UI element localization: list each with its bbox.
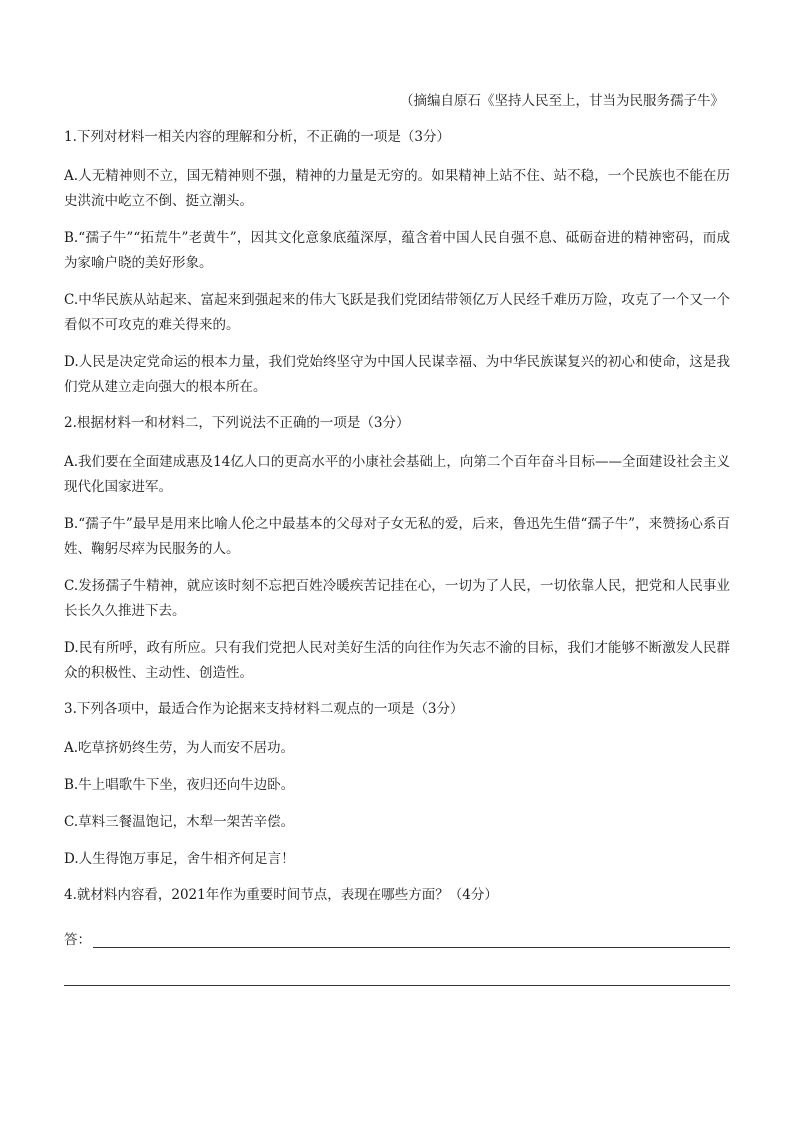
question-1-option-a: A.人无精神则不立，国无精神则不强，精神的力量是无穷的。如果精神上站不住、站不稳，一个民族也不能在历史洪流中屹立不倒、挺立潮头。 xyxy=(64,168,730,209)
question-3-option-d: D.人生得饱万事足，舍牛相齐何足言！ xyxy=(64,851,295,867)
question-3-option-c: C.草料三餐温饱记，木犁一架苦辛偿。 xyxy=(64,814,295,830)
question-2-option-d: D.民有所呼，政有所应。只有我们党把人民对美好生活的向往作为矢志不渝的目标，我们才能够不断激发人民群众的积极性、主动性、创造性。 xyxy=(64,640,730,681)
question-1-option-c: C.中华民族从站起来、富起来到强起来的伟大飞跃是我们党团结带领亿万人民经千难历万险，攻克了一个又一个看似不可攻克的难关得来的。 xyxy=(64,292,730,333)
answer-label: 答： xyxy=(64,932,91,948)
question-1-option-d: D.人民是决定党命运的根本力量，我们党始终坚守为中国人民谋幸福、为中华民族谋复兴的初心和使命，这是我们党从建立走向强大的根本所在。 xyxy=(64,354,730,395)
question-2-option-c: C.发扬孺子牛精神，就应该时刻不忘把百姓冷暖疾苦记挂在心，一切为了人民，一切依靠人民，把党和人民事业长长久久推进下去。 xyxy=(64,578,730,619)
question-3-option-a: A.吃草挤奶终生劳，为人而安不居功。 xyxy=(64,740,295,756)
answer-line-1[interactable] xyxy=(93,927,730,948)
question-list xyxy=(64,126,730,986)
question-2-stem: 2.根据材料一和材料二，下列说法不正确的一项是（3分） xyxy=(64,415,410,431)
question-1-option-b: B.“孺子牛”“拓荒牛”老黄牛”，因其文化意象底蕴深厚，蕴含着中国人民自强不息、砥砺奋进的精神密码，而成为家喻户晓的美好形象。 xyxy=(64,230,730,271)
question-3-option-b: B.牛上唱歌牛下坐，夜归还向牛边卧。 xyxy=(64,777,295,793)
question-4-stem: 4.就材料内容看，2021年作为重要时间节点，表现在哪些方面？（4分） xyxy=(64,887,498,903)
question-2-option-a: A.我们要在全面建成惠及14亿人口的更高水平的小康社会基础上，向第二个百年奋斗目标——全面建设社会主义现代化国家进军。 xyxy=(64,454,730,495)
question-3-stem: 3.下列各项中，最适合作为论据来支持材料二观点的一项是（3分） xyxy=(64,701,464,717)
source-citation: （摘编自原石《坚持人民至上，甘当为民服务孺子牛》 xyxy=(400,93,724,109)
question-2-option-b: B.“孺子牛”最早是用来比喻人伦之中最基本的父母对子女无私的爱，后来，鲁迅先生借“孺子牛”，来赞扬心系百姓、鞠躬尽瘁为民服务的人。 xyxy=(64,516,730,557)
question-1-stem: 1.下列对材料一相关内容的理解和分析，不正确的一项是（3分） xyxy=(64,129,450,145)
answer-line-2[interactable] xyxy=(64,984,730,986)
answer-row xyxy=(64,922,730,948)
